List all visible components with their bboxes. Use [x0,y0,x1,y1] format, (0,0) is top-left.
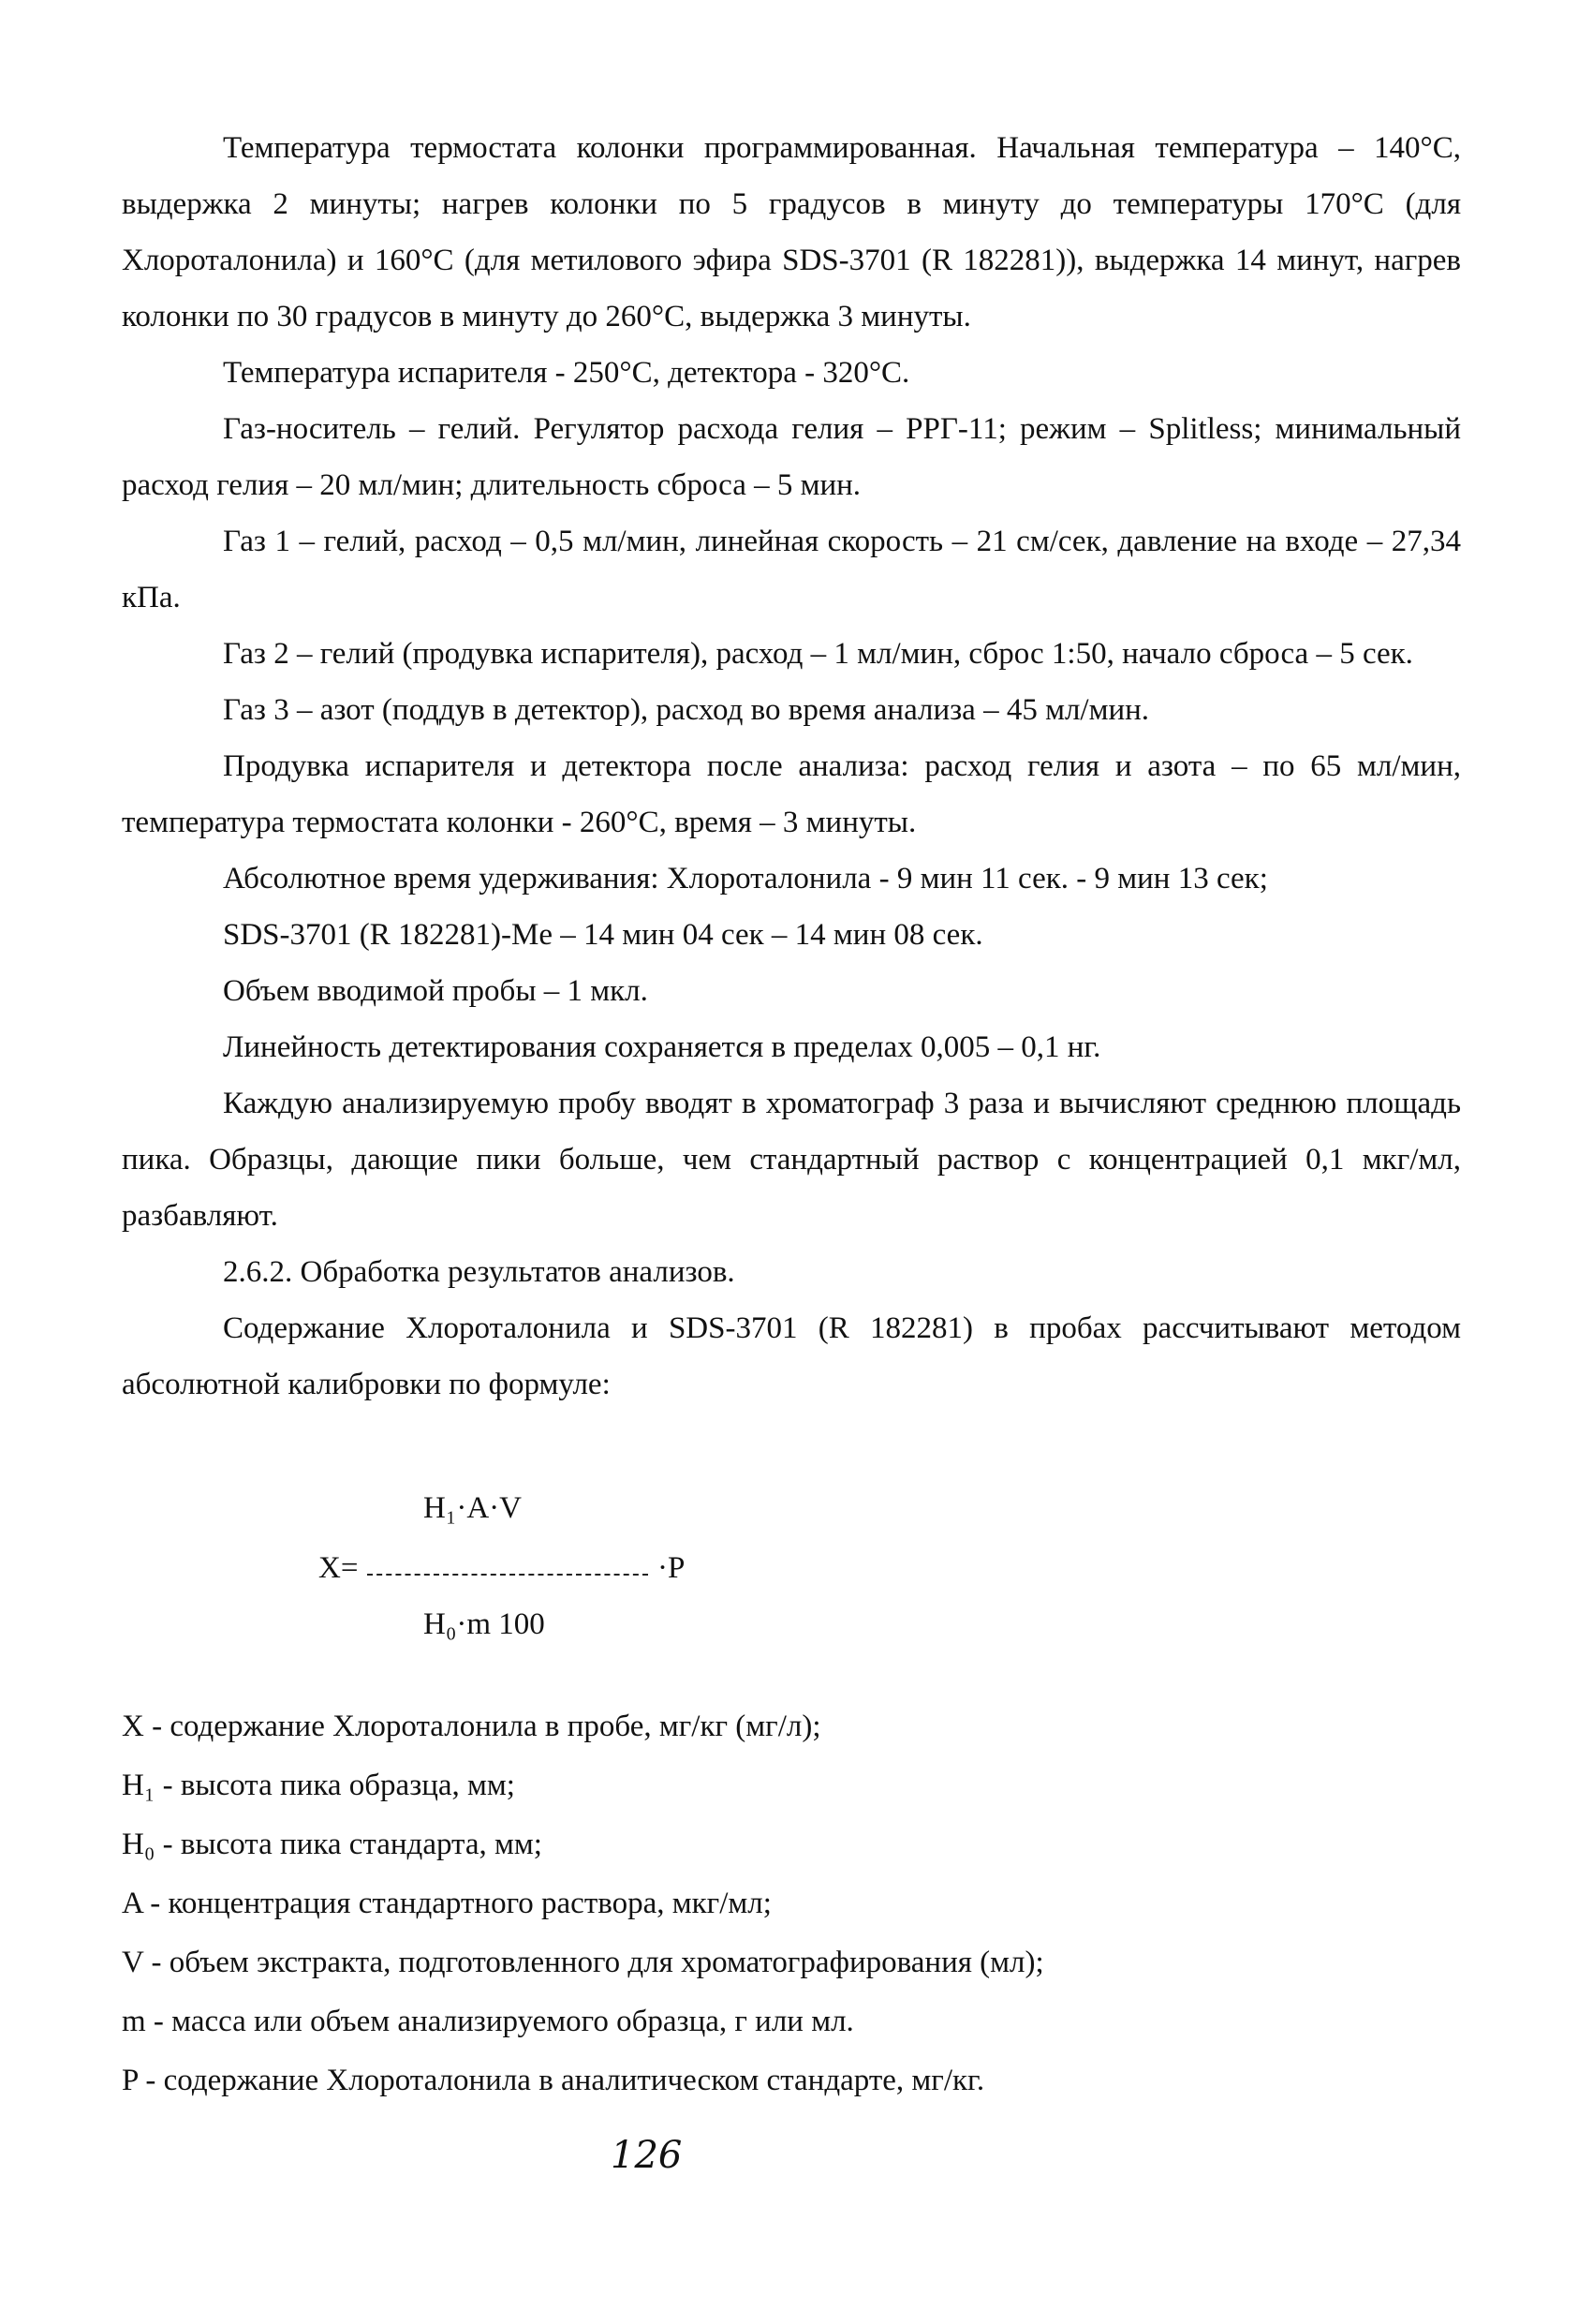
paragraph-retention-time-sds: SDS-3701 (R 182281)-Me – 14 мин 04 сек – 14 мин 08 сек. [223,918,983,952]
page-number: 126 [611,2134,683,2177]
variable-definitions [122,1697,1461,2110]
paragraph-carrier-gas: Газ-носитель – гелий. Регулятор расхода гелия – РРГ-11; режим – Splitless; минимальный расход гелия – 20 мл/мин; длительность сброса – 5 мин. [122,412,1461,502]
definition-p: P - содержание Хлороталонила в аналитическом стандарте, мг/кг. [122,2064,985,2097]
definition-h0: H₀ - высота пика стандарта, мм; [122,1828,542,1861]
paragraph-injector-temperature: Температура испарителя - 250°С, детектора - 320°С. [223,356,910,390]
paragraph-sample-injection: Каждую анализируемую пробу вводят в хроматограф 3 раза и вычисляют среднюю площадь пика. Образцы, дающие пики больше, чем стандартный раствор с концентрацией 0,1 мкг/мл, разбавляют. [122,1087,1461,1233]
paragraph-injection-volume: Объем вводимой пробы – 1 мкл. [223,974,648,1008]
formula-lhs: X= [318,1551,359,1585]
definition-x: X - содержание Хлороталонила в пробе, мг/кг (мг/л); [122,1710,821,1743]
formula-denominator: H₀·m 100 [423,1607,545,1641]
definition-v: V - объем экстракта, подготовленного для хроматографирования (мл); [122,1946,1044,1979]
definition-a: A - концентрация стандартного раствора, мкг/мл; [122,1887,772,1920]
paragraph-gas-3: Газ 3 – азот (поддув в детектор), расход во время анализа – 45 мл/мин. [223,693,1150,727]
calculation-formula [318,1491,787,1679]
section-heading: 2.6.2. Обработка результатов анализов. [223,1255,735,1289]
formula-multiplier: ·P [657,1551,686,1585]
paragraph-column-temperature: Температура термостата колонки программированная. Начальная температура – 140°С, выдержка 2 минуты; нагрев колонки по 5 градусов в минуту до температуры 170°С (для Хлороталонила) и 160°С (для метилового эфира SDS-3701 (R 182281)), выдержка 14 минут, нагрев колонки по 30 градусов в минуту до 260°С, выдержка 3 минуты. [122,131,1461,333]
paragraph-purge: Продувка испарителя и детектора после анализа: расход гелия и азота – по 65 мл/мин, температура термостата колонки - 260°С, время – 3 минуты. [122,749,1461,839]
paragraph-calculation: Содержание Хлороталонила и SDS-3701 (R 182281) в пробах рассчитывают методом абсолютной калибровки по формуле: [122,1311,1461,1401]
paragraph-retention-time: Абсолютное время удерживания: Хлороталонила - 9 мин 11 сек. - 9 мин 13 сек; [223,862,1268,896]
body-text [122,120,1461,1413]
definition-h1: H₁ - высота пика образца, мм; [122,1769,515,1802]
formula-numerator: H₁·A·V [423,1491,522,1525]
formula-fraction-bar [367,1574,648,1576]
paragraph-linearity: Линейность детектирования сохраняется в пределах 0,005 – 0,1 нг. [223,1030,1101,1064]
definition-m: m - масса или объем анализируемого образца, г или мл. [122,2005,854,2038]
paragraph-gas-1: Газ 1 – гелий, расход – 0,5 мл/мин, линейная скорость – 21 см/сек, давление на входе – 27,34 кПа. [122,525,1461,614]
paragraph-gas-2: Газ 2 – гелий (продувка испарителя), расход – 1 мл/мин, сброс 1:50, начало сброса – 5 сек. [223,637,1413,671]
